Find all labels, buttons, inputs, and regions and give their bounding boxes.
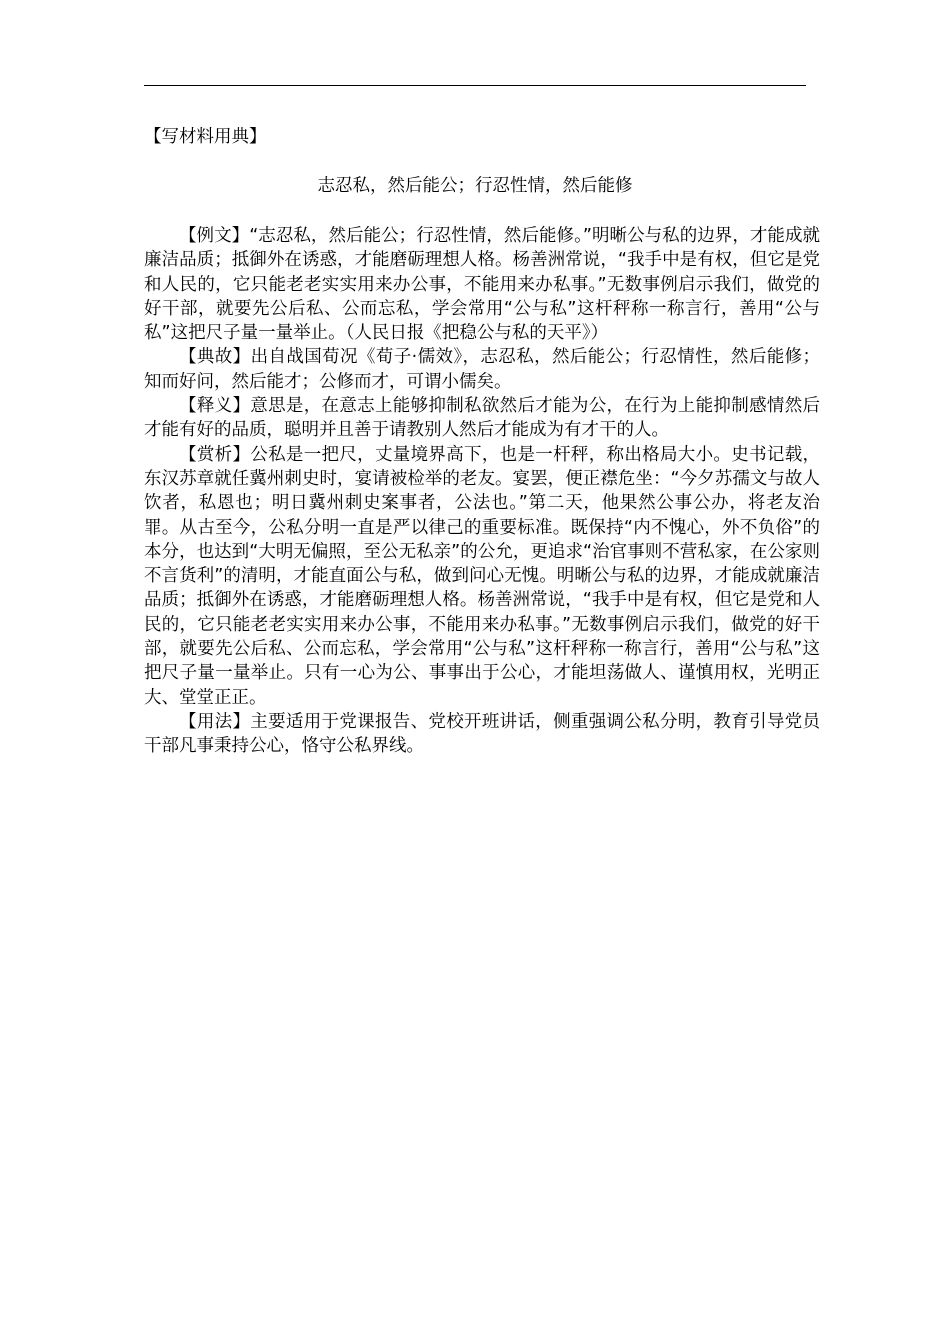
paragraph-tag-usage: 【用法】 <box>179 711 251 732</box>
paragraph-text-appreciation: 公私是一把尺，丈量境界高下，也是一杆秤，称出格局大小。史书记载，东汉苏章就任冀州刺史时，宴请被检举的老友。宴罢，便正襟危坐：“今夕苏孺文与故人饮者，私恩也；明日冀州刺史案事者，公法也。”第二天，他果然公事公办，将老友治罪。从古至今，公私分明一直是严以律己的重要标准。既保持“内不愧心，外不负俗”的本分，也达到“大明无偏照，至公无私亲”的公允，更追求“治官事则不营私家，在公家则不言货利”的清明，才能直面公与私，做到问心无愧。明晰公与私的边界，才能成就廉洁品质；抵御外在诱惑，才能磨砺理想人格。杨善洲常说，“我手中是有权，但它是党和人民的，它只能老老实实用来办公事，不能用来办私事。”无数事例启示我们，做党的好干部，就要先公后私、公而忘私，学会常用“公与私”这杆秤称一称言行，善用“公与私”这把尺子量一量举止。只有一心为公、事事出于公心，才能坦荡做人、谨慎用权，光明正大、堂堂正正。 <box>144 444 821 708</box>
paragraph-meaning <box>144 394 820 443</box>
paragraph-tag-example: 【例文】 <box>179 226 250 246</box>
section-header: 【写材料用典】 <box>144 127 267 147</box>
paragraph-text-example: “志忍私，然后能公；行忍性情，然后能修。”明晰公与私的边界，才能成就廉洁品质；抵御外在诱惑，才能磨砺理想人格。杨善洲常说，“我手中是有权，但它是党和人民的，它只能老老实实用来办公事，不能用来办私事。”无数事例启示我们，做党的好干部，就要先公后私、公而忘私，学会常用“公与私”这杆秤称一称言行，善用“公与私”这把尺子量一量举止。（人民日报《把稳公与私的天平》） <box>144 226 821 344</box>
paragraph-text-meaning: 意思是，在意志上能够抑制私欲然后才能为公，在行为上能抑制感情然后才能有好的品质，聪明并且善于请教别人然后才能成为有才干的人。 <box>144 396 821 441</box>
paragraph-appreciation <box>144 443 820 710</box>
paragraph-tag-allusion: 【典故】 <box>179 347 251 368</box>
paragraph-tag-appreciation: 【赏析】 <box>179 444 251 465</box>
paragraph-example <box>144 224 820 345</box>
paragraph-tag-meaning: 【释义】 <box>179 396 251 417</box>
document-title: 志忍私，然后能公；行忍性情，然后能修 <box>317 176 633 196</box>
paragraph-text-allusion: 出自战国荀况《荀子·儒效》，志忍私，然后能公；行忍情性，然后能修；知而好问，然后能才；公修而才，可谓小儒矣。 <box>144 347 820 392</box>
paragraph-text-usage: 主要适用于党课报告、党校开班讲话，侧重强调公私分明，教育引导党员干部凡事秉持公心，恪守公私界线。 <box>144 711 821 757</box>
document-body <box>144 224 820 759</box>
paragraph-usage <box>144 710 820 759</box>
header-rule <box>144 85 806 86</box>
paragraph-allusion <box>144 345 820 394</box>
